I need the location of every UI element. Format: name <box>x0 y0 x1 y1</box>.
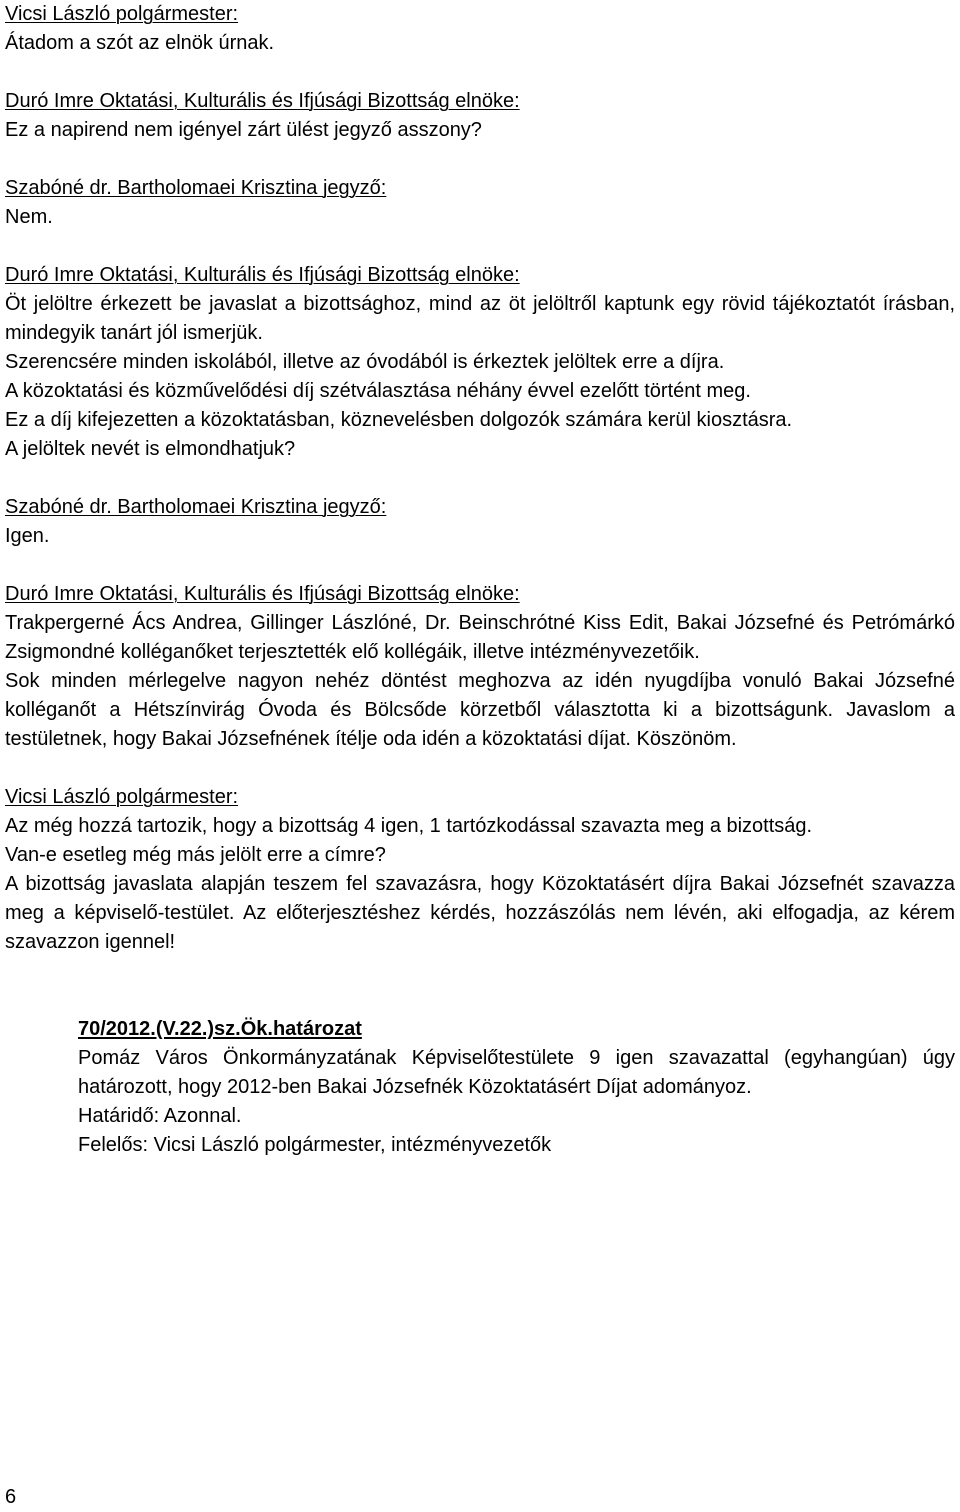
resolution-block <box>78 1015 955 1160</box>
speech-block <box>5 261 955 464</box>
speaker-label: Szabóné dr. Bartholomaei Krisztina jegyző: <box>5 496 387 518</box>
resolution-deadline: Határidő: Azonnal. <box>78 1105 242 1127</box>
speech-text: Az még hozzá tartozik, hogy a bizottság 4 igen, 1 tartózkodással szavazta meg a bizottság. <box>5 815 813 837</box>
speech-text: A közoktatási és közművelődési díj szétválasztása néhány évvel ezelőtt történt meg. <box>5 380 751 402</box>
speech-text: Sok minden mérlegelve nagyon nehéz döntést meghozva az idén nyugdíjba vonuló Bakai Józsefné kolléganőt a Hétszínvirág Óvoda és Bölcsőde körzetből választotta ki a bizottságunk. Javaslom a testületnek, hogy Bakai Józsefnének ítélje oda idén a közoktatási díjat. Köszönöm. <box>5 670 955 750</box>
speech-block <box>5 783 955 957</box>
speaker-label: Szabóné dr. Bartholomaei Krisztina jegyző: <box>5 177 387 199</box>
speaker-label: Vicsi László polgármester: <box>5 3 239 25</box>
speaker-label: Duró Imre Oktatási, Kulturális és Ifjúsági Bizottság elnöke: <box>5 583 520 605</box>
speech-text: Van-e esetleg még más jelölt erre a címre? <box>5 844 386 866</box>
speech-text: Ez a díj kifejezetten a közoktatásban, köznevelésben dolgozók számára kerül kiosztásra. <box>5 409 793 431</box>
resolution-text: Pomáz Város Önkormányzatának Képviselőtestülete 9 igen szavazattal (egyhangúan) úgy határozott, hogy 2012-ben Bakai Józsefnék Közoktatásért Díjat adományoz. <box>78 1047 955 1098</box>
speech-text: Öt jelöltre érkezett be javaslat a bizottsághoz, mind az öt jelöltről kaptunk egy rövid tájékoztatót írásban, mindegyik tanárt jól ismerjük. <box>5 293 955 344</box>
speech-text: A bizottság javaslata alapján teszem fel szavazásra, hogy Közoktatásért díjra Bakai Józsefnét szavazza meg a képviselő-testület. Az előterjesztéshez kérdés, hozzászólás nem lévén, aki elfogadja, az kérem szavazzon igennel! <box>5 873 955 953</box>
speech-block <box>5 87 955 145</box>
speech-text: Átadom a szót az elnök úrnak. <box>5 32 275 54</box>
speaker-label: Vicsi László polgármester: <box>5 786 239 808</box>
document-page <box>5 0 955 1160</box>
speech-block <box>5 493 955 551</box>
speaker-label: Duró Imre Oktatási, Kulturális és Ifjúsági Bizottság elnöke: <box>5 264 520 286</box>
resolution-title: 70/2012.(V.22.)sz.Ök.határozat <box>78 1018 362 1040</box>
speech-text: Szerencsére minden iskolából, illetve az óvodából is érkeztek jelöltek erre a díjra. <box>5 351 725 373</box>
speaker-label: Duró Imre Oktatási, Kulturális és Ifjúsági Bizottság elnöke: <box>5 90 520 112</box>
speech-text: A jelöltek nevét is elmondhatjuk? <box>5 438 296 460</box>
speech-text: Ez a napirend nem igényel zárt ülést jegyző asszony? <box>5 119 482 141</box>
speech-text: Nem. <box>5 206 53 228</box>
resolution-responsible: Felelős: Vicsi László polgármester, intézményvezetők <box>78 1134 552 1156</box>
page-number: 6 <box>5 1486 17 1508</box>
speech-text: Trakpergerné Ács Andrea, Gillinger Lászlóné, Dr. Beinschrótné Kiss Edit, Bakai Józsefné és Petrómárkó Zsigmondné kolléganőket terjesztették elő kollégáik, illetve intézményvezetőik. <box>5 612 955 663</box>
speech-block <box>5 0 955 58</box>
speech-text: Igen. <box>5 525 50 547</box>
speech-block <box>5 580 955 754</box>
speech-block <box>5 174 955 232</box>
